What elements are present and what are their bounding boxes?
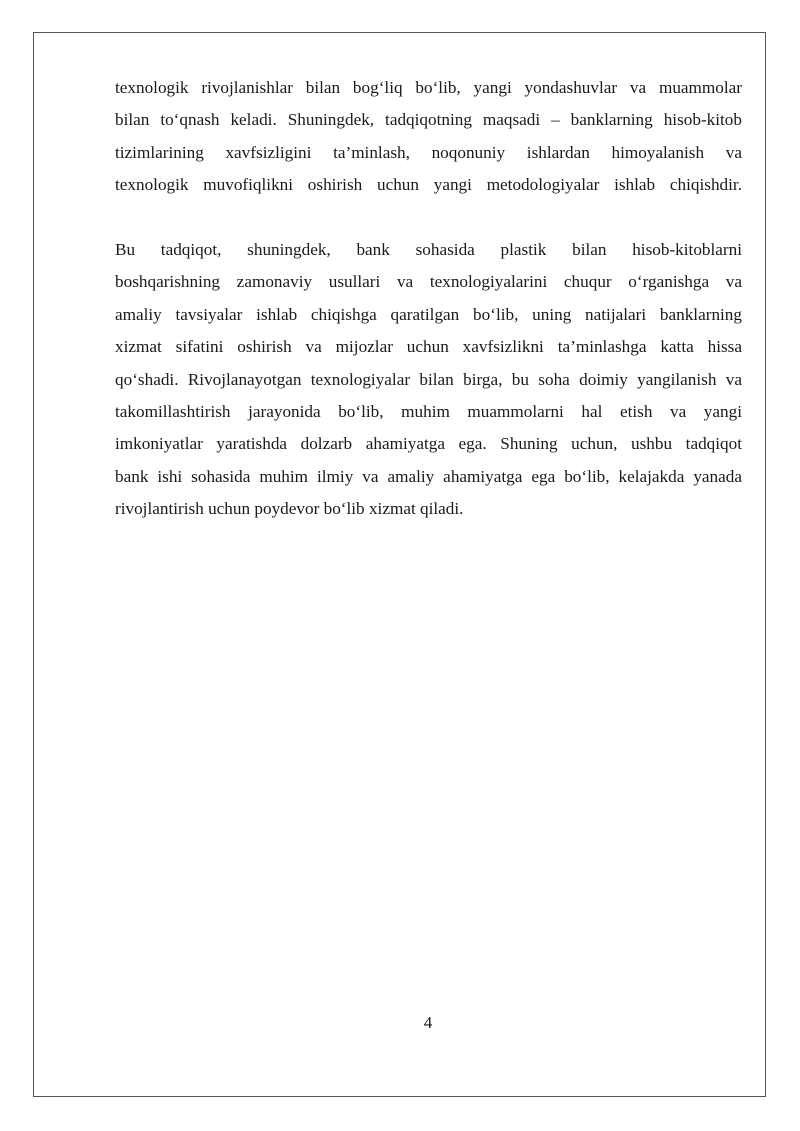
paragraph-line: texnologik muvofiqlikni oshirish uchun yangi metodologiyalar ishlab chiqishdir. — [115, 175, 742, 195]
paragraph-line: bilan to‘qnash keladi. Shuningdek, tadqiqotning maqsadi – banklarning hisob-kitob — [115, 110, 742, 130]
paragraph-line: texnologik rivojlanishlar bilan bog‘liq bo‘lib, yangi yondashuvlar va muammolar — [115, 78, 742, 97]
paragraph-line: takomillashtirish jarayonida bo‘lib, muhim muammolarni hal etish va yangi — [115, 402, 742, 422]
paragraph-line: Bu tadqiqot, shuningdek, bank sohasida plastik bilan hisob-kitoblarni — [115, 240, 742, 259]
paragraph-1 — [115, 72, 742, 202]
paragraph-line: bank ishi sohasida muhim ilmiy va amaliy ahamiyatga ega bo‘lib, kelajakda yanada — [115, 466, 742, 486]
paragraph-line: xizmat sifatini oshirish va mijozlar uchun xavfsizlikni ta’minlashga katta hissa — [115, 337, 742, 357]
paragraph-line: tizimlarining xavfsizligini ta’minlash, noqonuniy ishlardan himoyalanish va — [115, 142, 742, 162]
page-number: 4 — [423, 1013, 433, 1032]
paragraph-line: qo‘shadi. Rivojlanayotgan texnologiyalar bilan birga, bu soha doimiy yangilanish va — [115, 369, 742, 389]
paragraph-2 — [115, 234, 742, 526]
paragraph-line: rivojlantirish uchun poydevor bo‘lib xizmat qiladi. — [115, 499, 464, 519]
paragraph-line: imkoniyatlar yaratishda dolzarb ahamiyatga ega. Shuning uchun, ushbu tadqiqot — [115, 434, 742, 454]
paragraph-line: amaliy tavsiyalar ishlab chiqishga qaratilgan bo‘lib, uning natijalari banklarning — [115, 304, 742, 324]
paragraph-line: boshqarishning zamonaviy usullari va texnologiyalarini chuqur o‘rganishga va — [115, 272, 742, 292]
